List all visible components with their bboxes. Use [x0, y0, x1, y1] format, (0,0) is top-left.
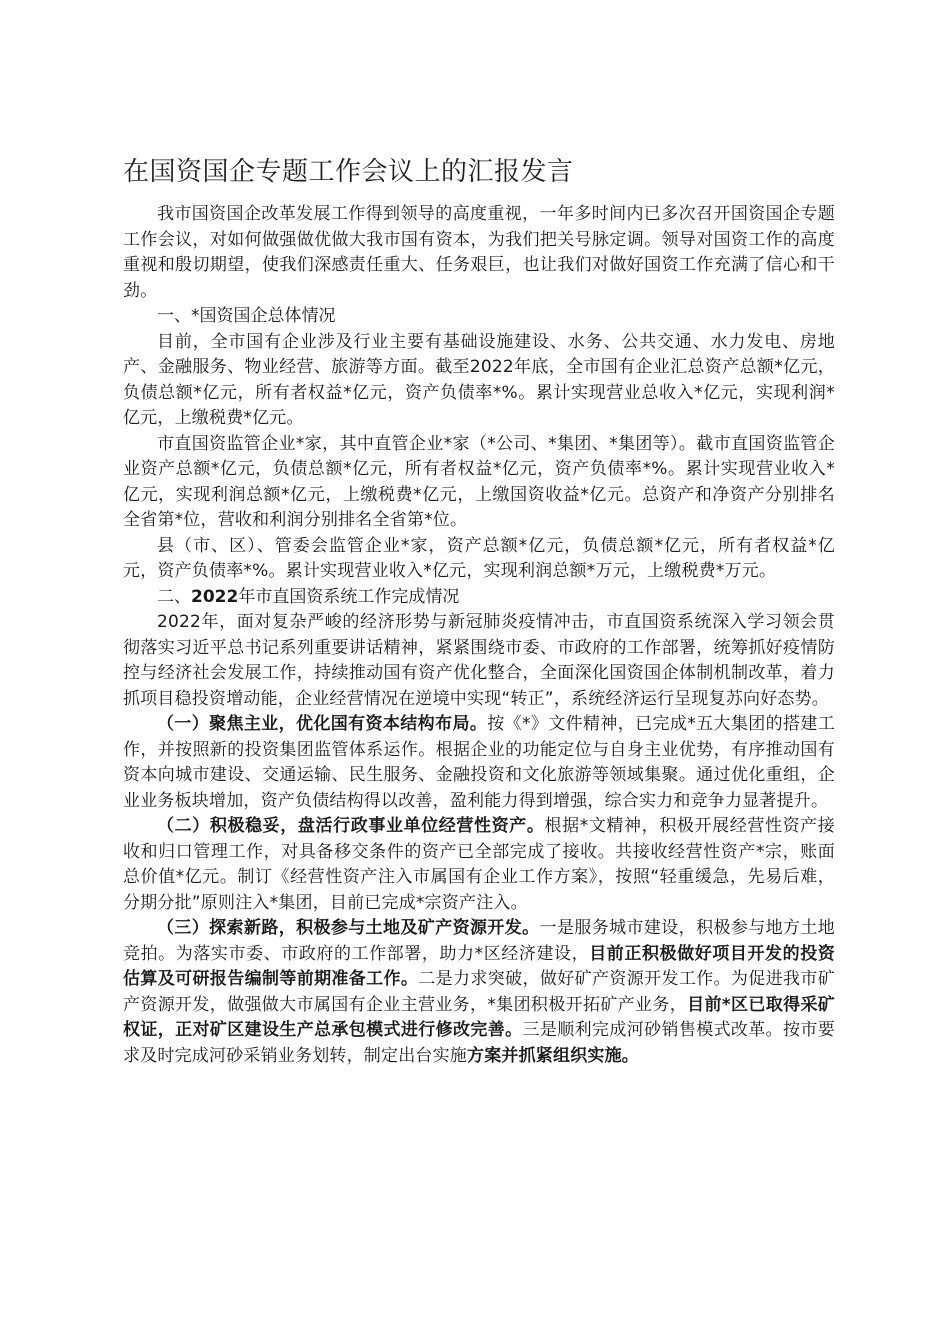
section1-heading: 一、*国资国企总体情况 [157, 306, 336, 326]
item1-paragraph [123, 712, 835, 814]
item3-body-e: 三是顺利完成河砂销售模式改革。按市要求及时完成河砂采销业务划转，制定出台实施 [123, 1020, 835, 1066]
section2-heading [123, 585, 835, 611]
section2-paragraph-1: 2022年，面对复杂严峻的经济形势与新冠肺炎疫情冲击，市直国资系统深入学习领会贯彻落实习近平总书记系列重要讲话精神，紧紧围绕市委、市政府的工作部署，统筹抓好疫情防控与经济社会发展工作，持续推动国有资产优化整合，全面深化国资国企体制机制改革，着力抓项目稳投资增动能，企业经营情况在逆境中实现“转正”，系统经济运行呈现复苏向好态势。 [123, 612, 835, 709]
intro-paragraph: 我市国资国企改革发展工作得到领导的高度重视，一年多时间内已多次召开国资国企专题工作会议，对如何做强做优做大我市国有资本，为我们把关号脉定调。领导对国资工作的高度重视和殷切期望，使我们深感责任重大、任务艰巨，也让我们对做好国资工作充满了信心和干劲。 [123, 204, 835, 301]
item3-body-d: 目前*区已取得采矿权证，正对矿区建设生产总承包模式进行修改完善。 [123, 994, 835, 1040]
document-page [123, 150, 835, 1069]
item3-lead: （三）探索新路，积极参与土地及矿产资源开发。 [157, 918, 540, 938]
section1-paragraph-1: 目前，全市国有企业涉及行业主要有基础设施建设、水务、公共交通、水力发电、房地产、金融服务、物业经营、旅游等方面。截至2022年底，全市国有企业汇总资产总额*亿元，负债总额*亿元，所有者权益*亿元，资产负债率*%。累计实现营业总收入*亿元，实现利润*亿元，上缴税费*亿元。 [123, 331, 835, 428]
section2-heading-suffix: 年市直国资系统工作完成情况 [238, 586, 460, 607]
item3-body-f: 方案并抓紧组织实施。 [467, 1045, 639, 1066]
section2-heading-prefix: 二、 [157, 586, 191, 607]
item2-lead: （二）积极稳妥，盘活行政事业单位经营性资产。 [157, 816, 545, 836]
item3-body-b: 目前正积极做好项目开发的投资估算及可研报告编制等前期准备工作。 [123, 943, 835, 989]
item3-body-c: 二是力求突破，做好矿产资源开发工作。为促进我市矿产资源开发，做强做大市属国有企业主营业务，*集团积极开拓矿产业务， [123, 969, 835, 1015]
item3-body-a: 一是服务城市建设，积极参与地方土地竞拍。为落实市委、市政府的工作部署，助力*区经济建设， [123, 918, 835, 964]
item1-lead: （一）聚焦主业，优化国有资本结构布局。 [157, 714, 488, 734]
item3-paragraph [123, 916, 835, 1069]
item1-body: 按《*》文件精神，已完成*五大集团的搭建工作，并按照新的投资集团监管体系运作。根据企业的功能定位与自身主业优势，有序推动国有资本向城市建设、交通运输、民生服务、金融投资和文化旅游等领域集聚。通过优化重组，企业业务板块增加，资产负债结构得以改善，盈利能力得到增强，综合实力和竞争力显著提升。 [123, 714, 835, 811]
item2-body: 根据*文精神，积极开展经营性资产接收和归口管理工作，对具备移交条件的资产已全部完成了接收。共接收经营性资产*宗，账面总价值*亿元。制订《经营性资产注入市属国有企业工作方案》，按照“轻重缓急，先易后难，分期分批”原则注入*集团，目前已完成*宗资产注入。 [123, 816, 835, 913]
section2-heading-year: 2022 [191, 586, 239, 607]
item2-paragraph [123, 814, 835, 916]
document-title: 在国资国企专题工作会议上的汇报发言 [123, 157, 574, 187]
section1-paragraph-2: 市直国资监管企业*家，其中直管企业*家（*公司、*集团、*集团等）。截市直国资监管企业资产总额*亿元，负债总额*亿元，所有者权益*亿元，资产负债率*%。累计实现营业收入*亿元，实现利润总额*亿元，上缴税费*亿元，上缴国资收益*亿元。总资产和净资产分别排名全省第*位，营收和利润分别排名全省第*位。 [123, 433, 835, 530]
section1-paragraph-3: 县（市、区）、管委会监管企业*家，资产总额*亿元，负债总额*亿元，所有者权益*亿元，资产负债率*%。累计实现营业收入*亿元，实现利润总额*万元，上缴税费*万元。 [123, 535, 835, 581]
